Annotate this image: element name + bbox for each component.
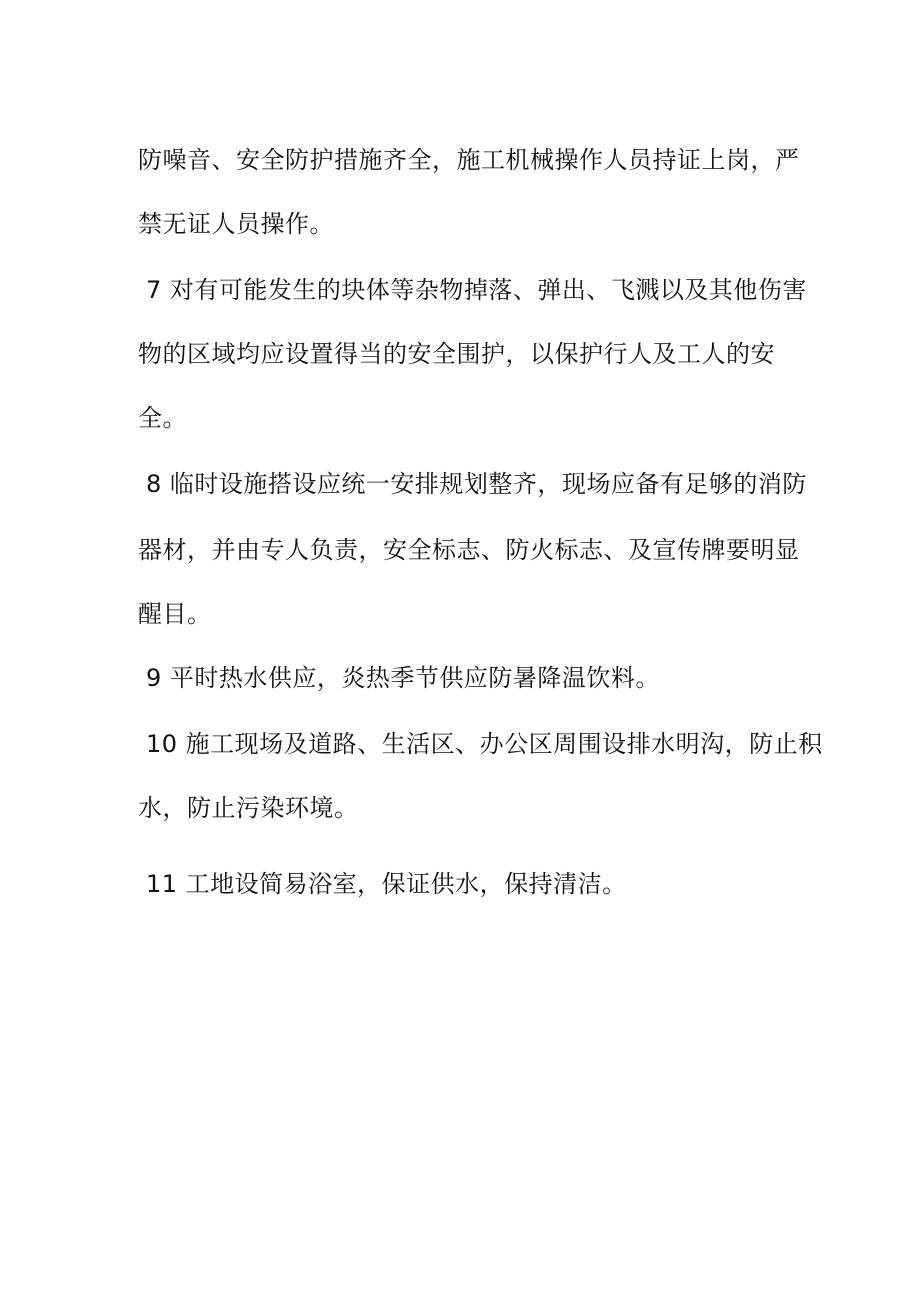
text-line: 醒目。 xyxy=(138,600,212,628)
text-line: 物的区域均应设置得当的安全围护，以保护行人及工人的安 xyxy=(138,340,775,368)
item-10-line: 10 施工现场及道路、生活区、办公区周围设排水明沟，防止积 xyxy=(146,730,823,758)
text-line: 防噪音、安全防护措施齐全，施工机械操作人员持证上岗，严 xyxy=(138,146,800,174)
text-line: 水，防止污染环境。 xyxy=(138,794,359,822)
item-7-line: 7 对有可能发生的块体等杂物掉落、弹出、飞溅以及其他伤害 xyxy=(146,276,807,304)
text-line: 器材，并由专人负责，安全标志、防火标志、及宣传牌要明显 xyxy=(138,536,800,564)
item-11-line: 11 工地设简易浴室，保证供水，保持清洁。 xyxy=(146,870,627,898)
text-line: 全。 xyxy=(138,404,187,432)
text-line: 禁无证人员操作。 xyxy=(138,210,334,238)
item-8-line: 8 临时设施搭设应统一安排规划整齐，现场应备有足够的消防 xyxy=(146,470,807,498)
item-9-line: 9 平时热水供应，炎热季节供应防暑降温饮料。 xyxy=(146,664,660,692)
